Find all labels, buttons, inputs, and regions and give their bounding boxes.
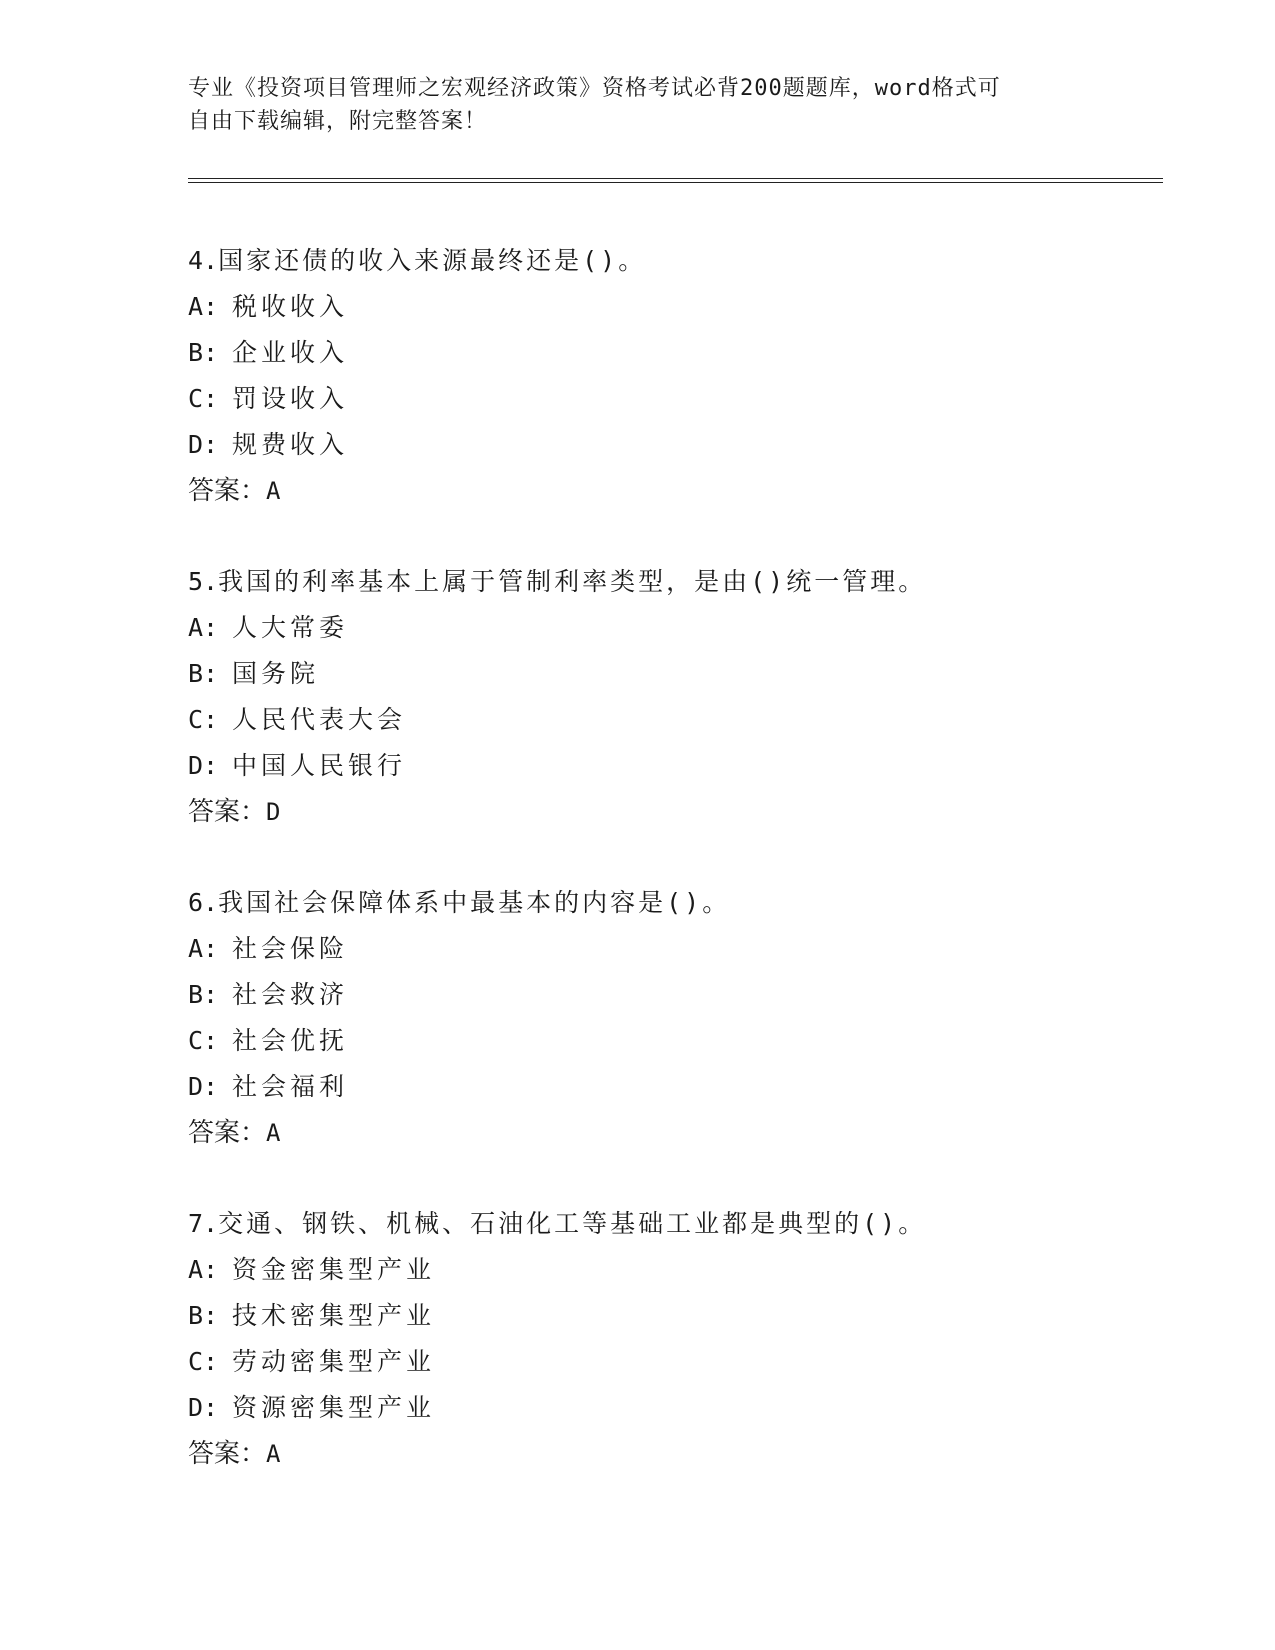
option-key: D: <box>188 751 219 780</box>
option-text: 企业收入 <box>232 338 349 367</box>
option-key: D: <box>188 1072 219 1101</box>
option-text: 人民代表大会 <box>232 705 407 734</box>
option-c <box>188 697 1168 743</box>
question-number: 6. <box>188 888 219 917</box>
header-title-line-2: 自由下载编辑，附完整答案！ <box>188 109 488 134</box>
option-d <box>188 1064 1168 1110</box>
question-number: 5. <box>188 567 219 596</box>
option-key: B: <box>188 659 219 688</box>
option-text: 社会救济 <box>232 980 349 1009</box>
option-a <box>188 1247 1168 1293</box>
option-key: C: <box>188 1347 219 1376</box>
question-number: 7. <box>188 1209 219 1238</box>
question-4 <box>188 238 1168 514</box>
option-d <box>188 743 1168 789</box>
option-text: 资源密集型产业 <box>232 1393 436 1422</box>
option-text: 规费收入 <box>232 430 349 459</box>
option-key: B: <box>188 1301 219 1330</box>
option-key: C: <box>188 705 219 734</box>
option-a <box>188 605 1168 651</box>
answer <box>188 1110 1168 1156</box>
question-stem <box>188 559 1168 605</box>
question-6 <box>188 880 1168 1156</box>
option-key: D: <box>188 1393 219 1422</box>
option-text: 资金密集型产业 <box>232 1255 436 1284</box>
answer-value: A <box>266 1119 281 1147</box>
question-text: 我国的利率基本上属于管制利率类型，是由()统一管理。 <box>218 567 927 596</box>
option-key: C: <box>188 1026 219 1055</box>
question-7 <box>188 1201 1168 1477</box>
option-key: A: <box>188 613 219 642</box>
header-double-rule <box>188 178 1163 183</box>
question-list <box>188 238 1168 1522</box>
option-text: 劳动密集型产业 <box>232 1347 436 1376</box>
option-c <box>188 1018 1168 1064</box>
answer-value: D <box>266 798 281 826</box>
option-text: 中国人民银行 <box>232 751 407 780</box>
answer-label: 答案： <box>188 1439 267 1469</box>
option-key: A: <box>188 1255 219 1284</box>
question-stem <box>188 238 1168 284</box>
question-text: 我国社会保障体系中最基本的内容是()。 <box>218 888 731 917</box>
option-b <box>188 972 1168 1018</box>
option-text: 社会保险 <box>232 934 349 963</box>
option-d <box>188 422 1168 468</box>
question-5 <box>188 559 1168 835</box>
question-stem <box>188 1201 1168 1247</box>
option-key: A: <box>188 934 219 963</box>
option-c <box>188 1339 1168 1385</box>
header-title-line-1: 专业《投资项目管理师之宏观经济政策》资格考试必背200题题库，word格式可 <box>188 76 1001 101</box>
option-text: 社会福利 <box>232 1072 349 1101</box>
option-text: 人大常委 <box>232 613 349 642</box>
option-text: 国务院 <box>232 659 320 688</box>
option-b <box>188 1293 1168 1339</box>
question-number: 4. <box>188 246 219 275</box>
option-key: A: <box>188 292 219 321</box>
option-c <box>188 376 1168 422</box>
answer-label: 答案： <box>188 797 267 827</box>
answer-value: A <box>266 477 281 505</box>
answer <box>188 1431 1168 1477</box>
answer-label: 答案： <box>188 1118 267 1148</box>
option-d <box>188 1385 1168 1431</box>
answer-label: 答案： <box>188 476 267 506</box>
document-header <box>188 72 1088 138</box>
option-b <box>188 330 1168 376</box>
option-text: 税收收入 <box>232 292 349 321</box>
answer-value: A <box>266 1440 281 1468</box>
option-a <box>188 926 1168 972</box>
question-stem <box>188 880 1168 926</box>
option-a <box>188 284 1168 330</box>
option-text: 罚设收入 <box>232 384 349 413</box>
answer <box>188 789 1168 835</box>
answer <box>188 468 1168 514</box>
option-b <box>188 651 1168 697</box>
question-text: 国家还债的收入来源最终还是()。 <box>218 246 647 275</box>
option-key: C: <box>188 384 219 413</box>
option-text: 技术密集型产业 <box>232 1301 436 1330</box>
option-text: 社会优抚 <box>232 1026 349 1055</box>
option-key: D: <box>188 430 219 459</box>
question-text: 交通、钢铁、机械、石油化工等基础工业都是典型的()。 <box>218 1209 927 1238</box>
option-key: B: <box>188 338 219 367</box>
option-key: B: <box>188 980 219 1009</box>
